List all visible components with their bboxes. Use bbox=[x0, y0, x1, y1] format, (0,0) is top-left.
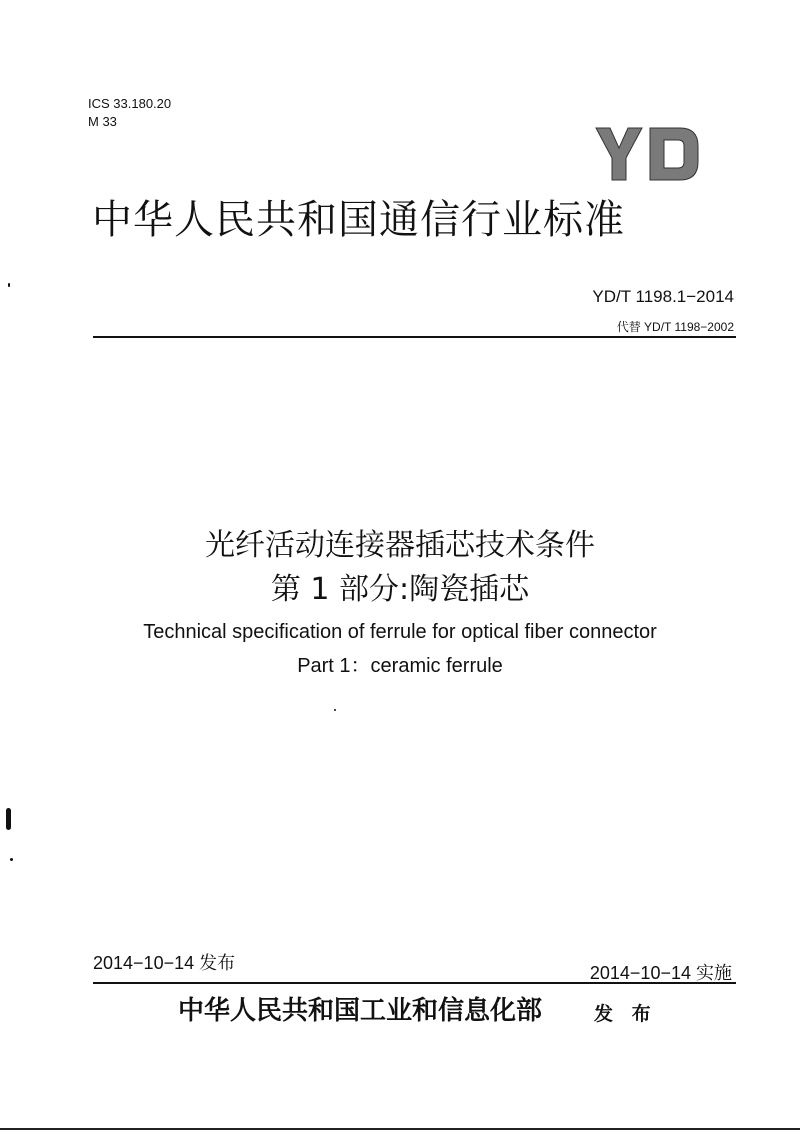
issue-date: 2014−10−14 发布 bbox=[93, 953, 236, 973]
ccs-code: M 33 bbox=[88, 114, 117, 129]
ics-classification bbox=[88, 95, 171, 131]
scan-speck bbox=[6, 808, 11, 830]
issuer-name: 中华人民共和国工业和信息化部 bbox=[178, 996, 543, 1026]
issuer-suffix: 发 布 bbox=[594, 1003, 657, 1025]
scan-speck bbox=[334, 709, 336, 711]
footer-rule bbox=[93, 982, 736, 984]
standard-code: YD/T 1198.1−2014 bbox=[592, 287, 734, 306]
yd-logo bbox=[594, 126, 700, 182]
title-cn-line2: 第 1 部分:陶瓷插芯 bbox=[270, 572, 530, 607]
ics-code: ICS 33.180.20 bbox=[88, 96, 172, 111]
title-cn-line1: 光纤活动连接器插芯技术条件 bbox=[205, 528, 595, 563]
title-en-line1: Technical specification of ferrule for optical fiber connector bbox=[143, 621, 657, 643]
implementation-date: 2014−10−14 实施 bbox=[589, 963, 732, 983]
replaces-code: 代替 YD/T 1198−2002 bbox=[616, 320, 734, 334]
title-en-line2: Part 1：ceramic ferrule bbox=[297, 655, 503, 677]
standard-title: 中华人民共和国通信行业标准 bbox=[92, 197, 625, 243]
scan-speck bbox=[10, 858, 13, 861]
yd-logo-graphic bbox=[594, 126, 700, 182]
header-rule bbox=[93, 336, 736, 338]
scan-speck bbox=[8, 283, 10, 287]
scan-edge bbox=[0, 1128, 800, 1130]
